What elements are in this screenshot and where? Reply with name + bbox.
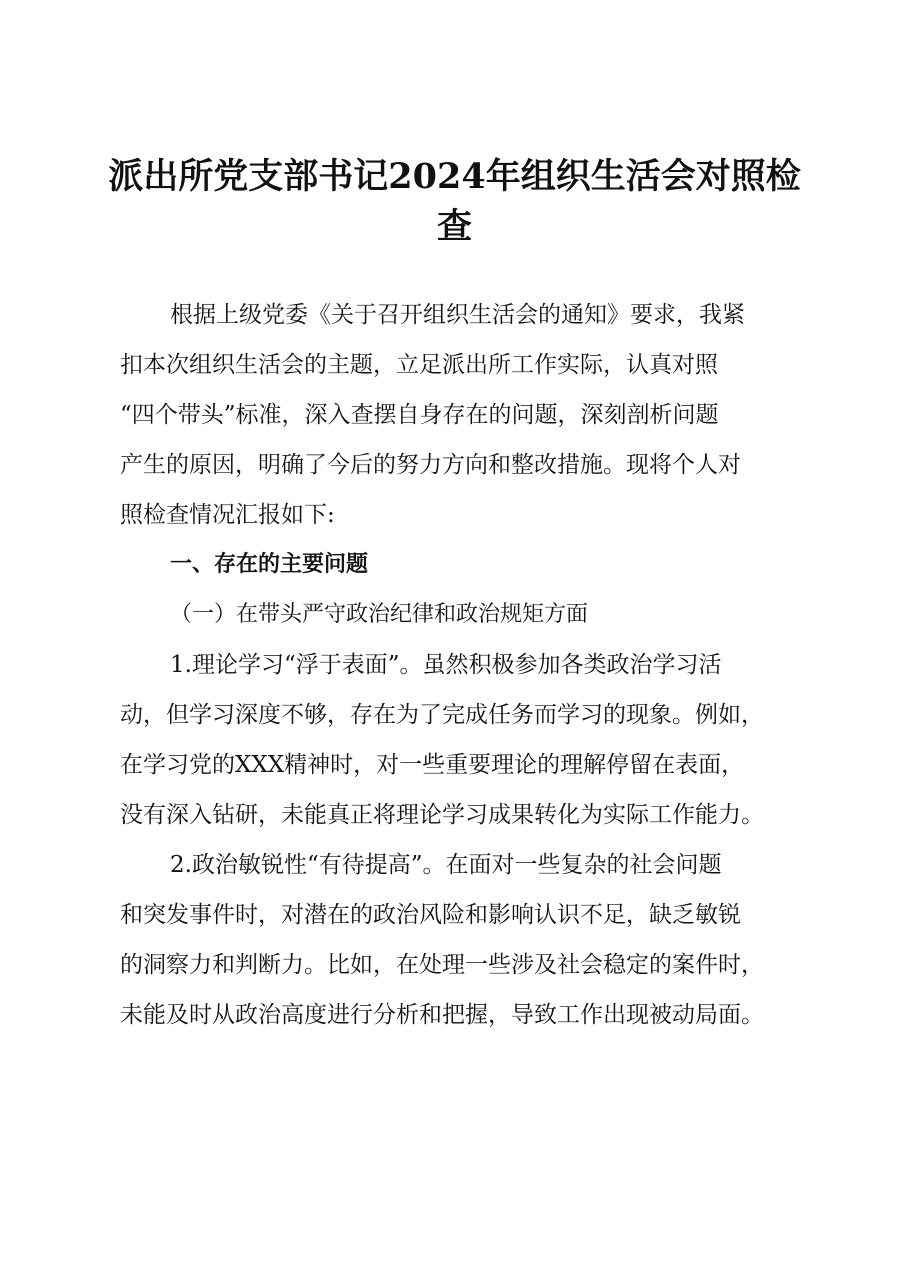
item-paragraph-2: [120, 840, 800, 1040]
section-heading: 一、存在的主要问题: [170, 552, 369, 577]
subsection-heading: （一）在带头严守政治纪律和政治规矩方面: [170, 602, 589, 627]
paragraph-line: 的洞察力和判断力。比如，在处理一些涉及社会稳定的案件时，: [120, 952, 764, 978]
paragraph-line: 产生的原因，明确了今后的努力方向和整改措施。现将个人对: [120, 452, 741, 478]
title-line: 派出所党支部书记2024年组织生活会对照检: [108, 156, 801, 197]
paragraph-line: “四个带头”标准，深入查摆自身存在的问题，深刻剖析问题: [120, 402, 719, 428]
title-line: 查: [436, 206, 472, 247]
paragraph-line: 1.理论学习“浮于表面”。虽然积极参加各类政治学习活: [170, 652, 722, 678]
paragraph-line: 未能及时从政治高度进行分析和把握，导致工作出现被动局面。: [120, 1002, 764, 1028]
item-paragraph-1: [120, 640, 800, 840]
paragraph-line: 在学习党的XXX精神时，对一些重要理论的理解停留在表面，: [120, 752, 745, 778]
paragraph-line: 和突发事件时，对潜在的政治风险和影响认识不足，缺乏敏锐: [120, 902, 741, 928]
paragraph-line: 没有深入钻研，未能真正将理论学习成果转化为实际工作能力。: [120, 802, 764, 828]
paragraph-line: 根据上级党委《关于召开组织生活会的通知》要求，我紧: [170, 302, 745, 328]
paragraph-line: 2.政治敏锐性“有待提高”。在面对一些复杂的社会问题: [170, 852, 722, 878]
paragraph-line: 照检查情况汇报如下:: [120, 502, 335, 528]
intro-paragraph: [120, 290, 800, 540]
paragraph-line: 动，但学习深度不够，存在为了完成任务而学习的现象。例如，: [120, 702, 764, 728]
document-title: [100, 152, 809, 252]
document-body: [120, 290, 800, 1040]
paragraph-line: 扣本次组织生活会的主题，立足派出所工作实际，认真对照: [120, 352, 718, 378]
